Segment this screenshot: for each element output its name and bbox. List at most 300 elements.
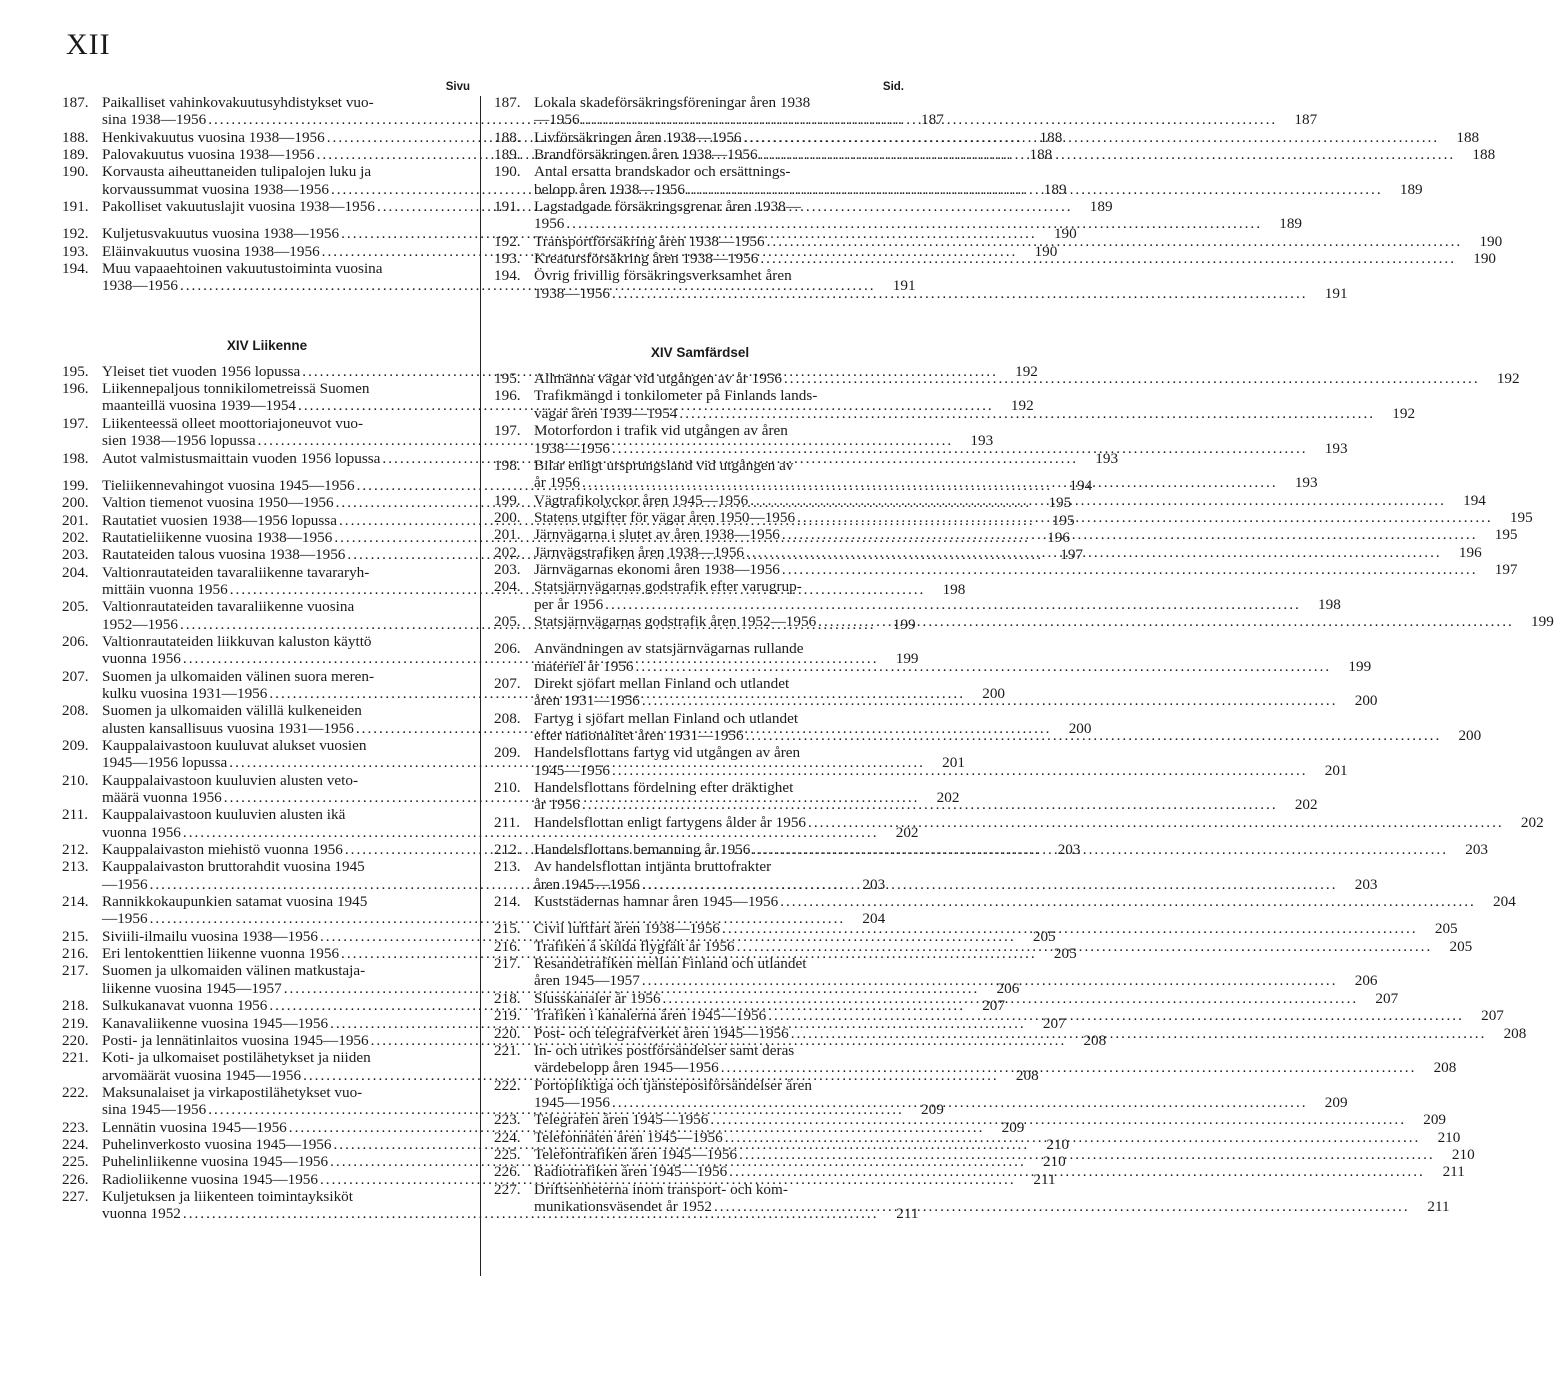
entry-title-line: Statsjärnvägarnas godstrafik efter varugrup- (534, 578, 802, 596)
entry-title-line: Handelsflottan enligt fartygens ålder år 1956 (534, 813, 807, 831)
entry-page: 192 (1392, 404, 1416, 422)
entry-title-line: Rautatieliikenne vuosina 1938—1956 (102, 528, 333, 546)
entry-title-line: Allmänna vägar vid utgången av år 1956 (534, 370, 782, 388)
entry-number: 205. (494, 612, 521, 630)
block-spacer (62, 295, 472, 337)
entry-title (534, 129, 1439, 146)
entry-title (534, 675, 1338, 710)
entry-page: 188 (1456, 128, 1480, 146)
entry-page: 205 (1053, 945, 1077, 963)
entry-title-line: Kuststädernas hamnar åren 1945—1956 (534, 893, 779, 911)
entry-title-line: Liikennepaljous tonnikilometreissä Suomen (102, 380, 370, 398)
entry-title-line: Trafiken å skilda flygfält år 1956 (534, 937, 735, 955)
entry-number: 200. (494, 508, 521, 526)
dot-leader (721, 1059, 1417, 1076)
entry-number: 219. (62, 1014, 89, 1032)
entry-number: 202. (494, 543, 521, 561)
entry-title-line: kulku vuosina 1931—1956 (102, 684, 268, 702)
entry-page: 204 (1493, 893, 1516, 911)
entry-number: 197. (494, 422, 521, 440)
entry-title (534, 613, 1514, 630)
dot-leader (797, 509, 1493, 526)
entry-title-line: Handelsflottans bemanning år 1956 (534, 841, 751, 859)
entry-title (534, 841, 1448, 858)
entry-title-line: materiel år 1956 (534, 657, 634, 675)
entry-page: 195 (1048, 494, 1072, 512)
entry-title-line: Lokala skadeförsäkringsföreningar åren 1938 (534, 94, 811, 111)
dot-leader (744, 129, 1440, 146)
block-spacer (494, 302, 906, 344)
entry-title-line: Puhelinverkosto vuosina 1945—1956 (102, 1135, 332, 1153)
entry-number: 203. (62, 546, 89, 564)
entry-page: 211 (1427, 1197, 1450, 1215)
entry-title-line: liikenne vuosina 1945—1957 (102, 979, 282, 997)
entry-title (534, 146, 1455, 163)
toc-entry (494, 387, 1416, 422)
entry-title-line: Handelsflottans fartyg vid utgången av åren (534, 744, 801, 762)
entry-title-line: Kauppalaivastoon kuuluvien alusten ikä (102, 806, 346, 824)
page-column-header: Sid. (882, 81, 904, 93)
entry-number: 226. (62, 1170, 89, 1188)
entry-title-line: Palovakuutus vuosina 1938—1956 (102, 146, 315, 164)
entry-title-line: Posti- ja lennätinlaitos vuosina 1945—1956 (102, 1031, 369, 1049)
entry-page: 210 (1042, 1153, 1066, 1171)
dot-leader (612, 1094, 1308, 1111)
entry-page: 190 (1473, 250, 1496, 268)
entry-page: 193 (970, 432, 994, 450)
entry-page: 199 (1531, 612, 1554, 630)
toc-entry (494, 709, 1482, 745)
dot-leader (714, 1198, 1410, 1215)
toc-entry (494, 163, 1423, 198)
entry-number: 199. (494, 491, 521, 509)
entry-title (534, 387, 1375, 422)
entry-number: 224. (62, 1135, 89, 1153)
dot-leader (782, 526, 1478, 543)
entry-title-line: alusten kansallisuus vuosina 1931—1956 (102, 719, 354, 737)
entry-page: 194 (1069, 476, 1093, 494)
entry-title-line: åren 1931—1956 (534, 692, 640, 710)
entry-title-line: Järnvägstrafiken åren 1938—1956 (534, 543, 745, 561)
entry-number: 194. (62, 260, 89, 278)
entry-page: 196 (1458, 543, 1482, 561)
entry-number: 211. (62, 806, 89, 824)
entry-page: 192 (1496, 370, 1520, 388)
entry-number: 220. (62, 1031, 89, 1049)
entry-title-line: Koti- ja ulkomaiset postilähetykset ja niiden (102, 1049, 371, 1067)
entry-number: 207. (62, 667, 89, 685)
entry-title (534, 955, 1338, 990)
entry-title-line: Autot valmistusmaittain vuoden 1956 lopussa (102, 449, 381, 467)
toc-entry (494, 578, 1341, 613)
entry-title-line: mittäin vuonna 1956 (102, 580, 228, 598)
toc-entry (494, 198, 1302, 233)
entry-title-line: Direkt sjöfart mellan Finland och utlandet (534, 674, 790, 692)
toc-entry (494, 744, 1348, 779)
toc-entry (494, 893, 1516, 911)
toc-entry (494, 491, 1486, 509)
dot-leader (612, 762, 1308, 779)
entry-title-line: 1945—1956 (534, 761, 610, 779)
entry-page: 208 (1083, 1031, 1107, 1049)
entry-title (534, 491, 1446, 512)
entry-title-line: vuonna 1956 (102, 650, 181, 668)
entry-page: 195 (1509, 508, 1533, 526)
entry-number: 209. (494, 744, 521, 762)
entry-page: 204 (862, 910, 886, 928)
entry-page: 210 (1451, 1145, 1475, 1163)
entry-page: 211 (896, 1205, 919, 1223)
entry-page: 203 (862, 875, 886, 893)
entry-title (534, 370, 1480, 387)
entry-title-line: Suomen ja ulkomaiden välillä kulkeneiden (102, 702, 362, 720)
entry-number: 210. (494, 779, 521, 797)
entry-number: 218. (62, 997, 89, 1015)
entry-page: 205 (1449, 937, 1473, 955)
entry-title-line: Brandförsäkringen åren 1938—1956 (534, 146, 758, 164)
entry-number: 205. (62, 598, 89, 616)
entry-title-line: Fartyg i sjöfart mellan Finland och utlandet (534, 709, 799, 727)
entry-number: 195. (494, 370, 521, 388)
dot-leader (782, 561, 1478, 578)
entry-title-line: Rannikkokaupunkien satamat vuosina 1945 (102, 893, 368, 911)
entry-page: 197 (1494, 560, 1518, 578)
entry-number: 226. (494, 1163, 521, 1181)
toc-entry (494, 1128, 1461, 1146)
dot-leader (725, 1129, 1421, 1146)
entry-page: 199 (895, 650, 919, 668)
entry-page: 193 (1294, 474, 1318, 492)
entry-title (534, 233, 1462, 250)
entry-title-line: Radioliikenne vuosina 1945—1956 (102, 1170, 318, 1188)
dot-leader (767, 233, 1463, 250)
page-column-header: Sivu (445, 81, 470, 93)
entry-title-line: 1952—1956 (102, 615, 178, 633)
entry-title-line: Kuljetusvakuutus vuosina 1938—1956 (102, 225, 340, 243)
entry-number: 223. (494, 1111, 521, 1129)
entry-title (534, 250, 1456, 267)
entry-title (534, 198, 1262, 233)
entry-title (534, 938, 1432, 955)
entry-page: 199 (892, 615, 916, 633)
toc-entry (494, 858, 1378, 893)
entry-title-line: Slusskanaler år 1956 (534, 989, 661, 1007)
dot-leader (760, 250, 1456, 267)
entry-title-line: Transportförsäkring åren 1938—1956 (534, 232, 765, 250)
entry-title (534, 1025, 1486, 1042)
dot-leader (687, 181, 1383, 198)
entry-title (534, 526, 1478, 543)
entry-title-line: Trafikmängd i tonkilometer på Finlands lands- (534, 387, 818, 405)
dot-leader (750, 492, 1446, 512)
entry-number: 212. (62, 841, 89, 859)
entry-title-line: 1938—1956 (534, 439, 610, 457)
entry-number: 198. (62, 449, 89, 467)
entry-title-line: Post- och telegrafverket åren 1945—1956 (534, 1024, 789, 1042)
entry-title-line: Motorfordon i trafik vid utgången av åren (534, 422, 788, 440)
entry-number: 193. (494, 250, 521, 268)
entry-title-line: maanteillä vuosina 1939—1954 (102, 397, 297, 415)
entry-number: 197. (62, 414, 89, 432)
entry-title-line: Valtionrautateiden liikkuvan kaluston käyttö (102, 632, 372, 650)
entry-title-line: Portopliktiga och tjänsteposiförsändelser åren (534, 1076, 812, 1094)
entry-page: 207 (1481, 1007, 1504, 1025)
entry-page: 201 (1324, 761, 1348, 779)
entry-number: 208. (62, 702, 89, 720)
entry-number: 216. (494, 937, 521, 955)
entry-title (534, 267, 1308, 302)
entry-page: 209 (921, 1101, 944, 1119)
entry-page: 193 (1324, 439, 1348, 457)
dot-leader (722, 920, 1418, 937)
dot-leader (605, 596, 1301, 613)
entry-title (534, 893, 1476, 910)
entry-number: 215. (494, 920, 521, 938)
entry-number: 209. (62, 737, 89, 754)
entry-title-line: Lennätin vuosina 1945—1956 (102, 1118, 287, 1136)
entry-title-line: Trafiken i kanalerna åren 1945—1956 (534, 1007, 767, 1025)
entry-title-line: år 1956 (534, 796, 580, 814)
entry-number: 188. (494, 128, 521, 146)
toc-entry (494, 841, 1488, 859)
entry-number: 211. (494, 813, 521, 831)
dot-leader (642, 692, 1338, 709)
entry-page: 198 (1318, 595, 1341, 613)
toc-entry (494, 128, 1480, 146)
entry-page: 188 (1039, 128, 1063, 146)
swedish-column (494, 80, 1554, 1215)
insurance-entries-sv (494, 94, 1503, 302)
toc-entry (494, 920, 1458, 938)
entry-title (534, 920, 1418, 937)
entry-title-line: Resandetrafiken mellan Finland och utlandet (534, 955, 807, 973)
dot-leader (636, 658, 1332, 675)
entry-title-line: Muu vapaaehtoinen vakuutustoiminta vuosina (102, 260, 383, 278)
entry-number: 214. (494, 893, 521, 911)
toc-entry (494, 232, 1503, 250)
entry-page: 191 (892, 277, 916, 295)
entry-page: 208 (1015, 1066, 1039, 1084)
entry-title (534, 94, 1277, 129)
toc-entry (494, 937, 1473, 955)
entry-title-line: Radiotrafiken åren 1945—1956 (534, 1163, 728, 1181)
toc-entry (494, 1111, 1446, 1129)
dot-leader (780, 893, 1476, 910)
entry-page: 202 (1294, 796, 1318, 814)
entry-title-line: Valtionrautateiden tavaraliikenne vuosina (102, 598, 355, 616)
dot-leader (808, 814, 1504, 831)
entry-number: 225. (494, 1145, 521, 1163)
entry-page: 188 (1472, 146, 1496, 164)
toc-entry (494, 779, 1318, 814)
entry-title-line: sien 1938—1956 lopussa (102, 432, 256, 450)
entry-page: 196 (1047, 528, 1070, 546)
dot-leader (729, 1163, 1425, 1180)
section-heading: XIV Samfärdsel (650, 345, 750, 361)
entry-title (534, 1042, 1416, 1077)
entry-page: 206 (996, 979, 1020, 997)
entry-page: 200 (1458, 727, 1482, 744)
entry-title-line: värdebelopp åren 1945—1956 (534, 1059, 719, 1077)
dot-leader (663, 990, 1359, 1007)
entry-page: 190 (1053, 225, 1077, 243)
entry-number: 198. (494, 456, 521, 474)
entry-title-line: sina 1945—1956 (102, 1101, 207, 1119)
entry-page: 208 (1503, 1024, 1527, 1042)
entry-title-line: määrä vuonna 1956 (102, 789, 222, 807)
entry-title-line: sina 1938—1956 (102, 111, 207, 129)
dot-leader (818, 613, 1514, 630)
entry-page: 192 (1010, 397, 1034, 415)
entry-title-line: Pakolliset vakuutuslajit vuosina 1938—1956 (102, 198, 375, 216)
entry-number: 189. (494, 146, 521, 164)
page-number: XII (66, 28, 111, 61)
entry-title-line: år 1956 (534, 474, 580, 492)
dot-leader (737, 938, 1433, 955)
entry-number: 216. (62, 945, 89, 963)
entry-title-line: Driftsenheterna inom transport- och kom- (534, 1180, 788, 1198)
entry-number: 193. (62, 242, 89, 260)
entry-title-line: Liikenteessä olleet moottoriajoneuvot vuo- (102, 414, 364, 432)
entry-title (534, 1163, 1425, 1180)
entry-title-line: Yleiset tiet vuoden 1956 lopussa (102, 362, 301, 380)
entry-title-line: 1945—1956 lopussa (102, 754, 228, 772)
entry-title-line: Vägtrafikolyckor åren 1945—1956 (534, 491, 749, 509)
dot-leader (746, 544, 1442, 564)
toc-entry (494, 640, 1372, 675)
entry-page: 201 (942, 754, 965, 772)
entry-title-line: munikationsväsendet år 1952 (534, 1197, 712, 1215)
entry-title-line: Kauppalaivaston miehistö vuonna 1956 (102, 841, 343, 859)
entry-page: 211 (1442, 1163, 1465, 1181)
entry-title-line: Kauppalaivastoon kuuluvat alukset vuosien (102, 737, 367, 754)
toc-entry (494, 370, 1520, 388)
entry-title (534, 1129, 1420, 1146)
entry-title-line: Järnvägarna i slutet av åren 1938—1956 (534, 526, 780, 544)
dot-leader (612, 285, 1308, 302)
entry-title-line: Telefontrafiken åren 1945—1956 (534, 1145, 738, 1163)
entry-title (534, 814, 1504, 831)
entry-number: 194. (494, 267, 521, 285)
entry-title-line: Statsjärnvägarnas godstrafik åren 1952—1956 (534, 612, 817, 630)
toc-entry (494, 674, 1378, 710)
dot-leader (739, 1146, 1435, 1163)
entry-page: 187 (921, 111, 944, 129)
toc-entry (494, 989, 1399, 1007)
entry-title-line: åren 1945—1957 (534, 972, 640, 990)
entry-title (534, 990, 1358, 1007)
entry-title-line: Kreatursförsäkring åren 1938—1956 (534, 250, 759, 268)
entry-number: 219. (494, 1007, 521, 1025)
entry-title (534, 1077, 1308, 1112)
toc-entry (494, 955, 1378, 990)
entry-title (534, 163, 1383, 198)
entry-title-line: 1956 (534, 215, 565, 233)
entry-number: 227. (62, 1187, 89, 1205)
entry-page: 207 (1375, 989, 1399, 1007)
entry-title (534, 1111, 1406, 1128)
entry-title-line: Siviili-ilmailu vuosina 1938—1956 (102, 927, 318, 945)
entry-number: 206. (62, 632, 89, 650)
entry-title (534, 744, 1308, 779)
entry-number: 215. (62, 927, 89, 945)
entry-number: 220. (494, 1024, 521, 1042)
entry-number: 225. (62, 1153, 89, 1171)
entry-page: 190 (1479, 232, 1503, 250)
entry-page: 208 (1433, 1059, 1457, 1077)
entry-title-line: In- och utrikes postförsändelser samt deras (534, 1041, 795, 1059)
toc-entry (494, 1024, 1527, 1042)
entry-number: 222. (494, 1076, 521, 1094)
dot-leader (752, 841, 1448, 858)
entry-page: 195 (1494, 526, 1518, 544)
entry-title-line: Livförsäkringen åren 1938—1956 (534, 128, 742, 146)
entry-page: 202 (936, 789, 960, 807)
entry-number: 190. (494, 163, 521, 181)
entry-title-line: Handelsflottans fördelning efter dräktighet (534, 779, 794, 797)
toc-entry (494, 1007, 1504, 1025)
toc-entry (494, 508, 1533, 526)
entry-title-line: Telegrafen åren 1945—1956 (534, 1111, 709, 1129)
entry-title-line: arvomäärät vuosina 1945—1956 (102, 1066, 302, 1084)
entry-title-line: Statens utgifter för vägar åren 1950—1956 (534, 508, 796, 526)
entry-number: 213. (494, 858, 521, 876)
entry-title-line: vägar åren 1939—1954 (534, 404, 678, 422)
entry-number: 187. (62, 94, 89, 111)
entry-number: 192. (494, 232, 521, 250)
entry-page: 189 (1043, 180, 1067, 198)
entry-title (534, 779, 1278, 814)
entry-number: 201. (494, 526, 521, 544)
toc-entry (494, 1180, 1450, 1216)
entry-title-line: belopp åren 1938—1956 (534, 180, 685, 198)
entry-page: 209 (1324, 1093, 1348, 1111)
transport-entries-sv (494, 370, 1554, 1215)
entry-number: 204. (62, 563, 89, 581)
toc-entry (494, 146, 1496, 164)
dot-leader (566, 215, 1262, 232)
entry-number: 224. (494, 1128, 521, 1146)
entry-title-line: Henkivakuutus vuosina 1938—1956 (102, 128, 325, 146)
entry-number: 200. (62, 494, 89, 512)
entry-number: 187. (494, 94, 521, 111)
toc-entry (494, 612, 1554, 630)
column-divider (480, 96, 481, 1276)
dot-leader (784, 370, 1480, 387)
toc-entry (494, 813, 1544, 831)
entry-title (534, 561, 1478, 578)
entry-title-line: per år 1956 (534, 595, 604, 613)
entry-page: 202 (895, 823, 919, 841)
entry-page: 200 (982, 684, 1005, 702)
entry-title-line: —1956 (102, 875, 148, 893)
entry-title-line: Rautateiden talous vuosina 1938—1956 (102, 546, 346, 564)
entry-page: 200 (1068, 719, 1092, 737)
entry-title-line: Valtionrautateiden tavaraliikenne tavararyh- (102, 563, 370, 581)
entry-title (534, 640, 1331, 675)
entry-title-line: Tieliikennevahingot vuosina 1945—1956 (102, 476, 355, 494)
entry-title (534, 1181, 1410, 1216)
entry-page: 192 (1015, 362, 1038, 380)
entry-title-line: korvaussummat vuosina 1938—1956 (102, 180, 329, 198)
entry-number: 206. (494, 640, 521, 658)
entry-number: 204. (494, 578, 521, 596)
entry-number: 203. (494, 560, 521, 578)
entry-page: 210 (1437, 1128, 1461, 1146)
section-heading: XIV Liikenne (226, 337, 308, 353)
entry-number: 217. (62, 962, 89, 980)
entry-page: 203 (1057, 841, 1081, 859)
